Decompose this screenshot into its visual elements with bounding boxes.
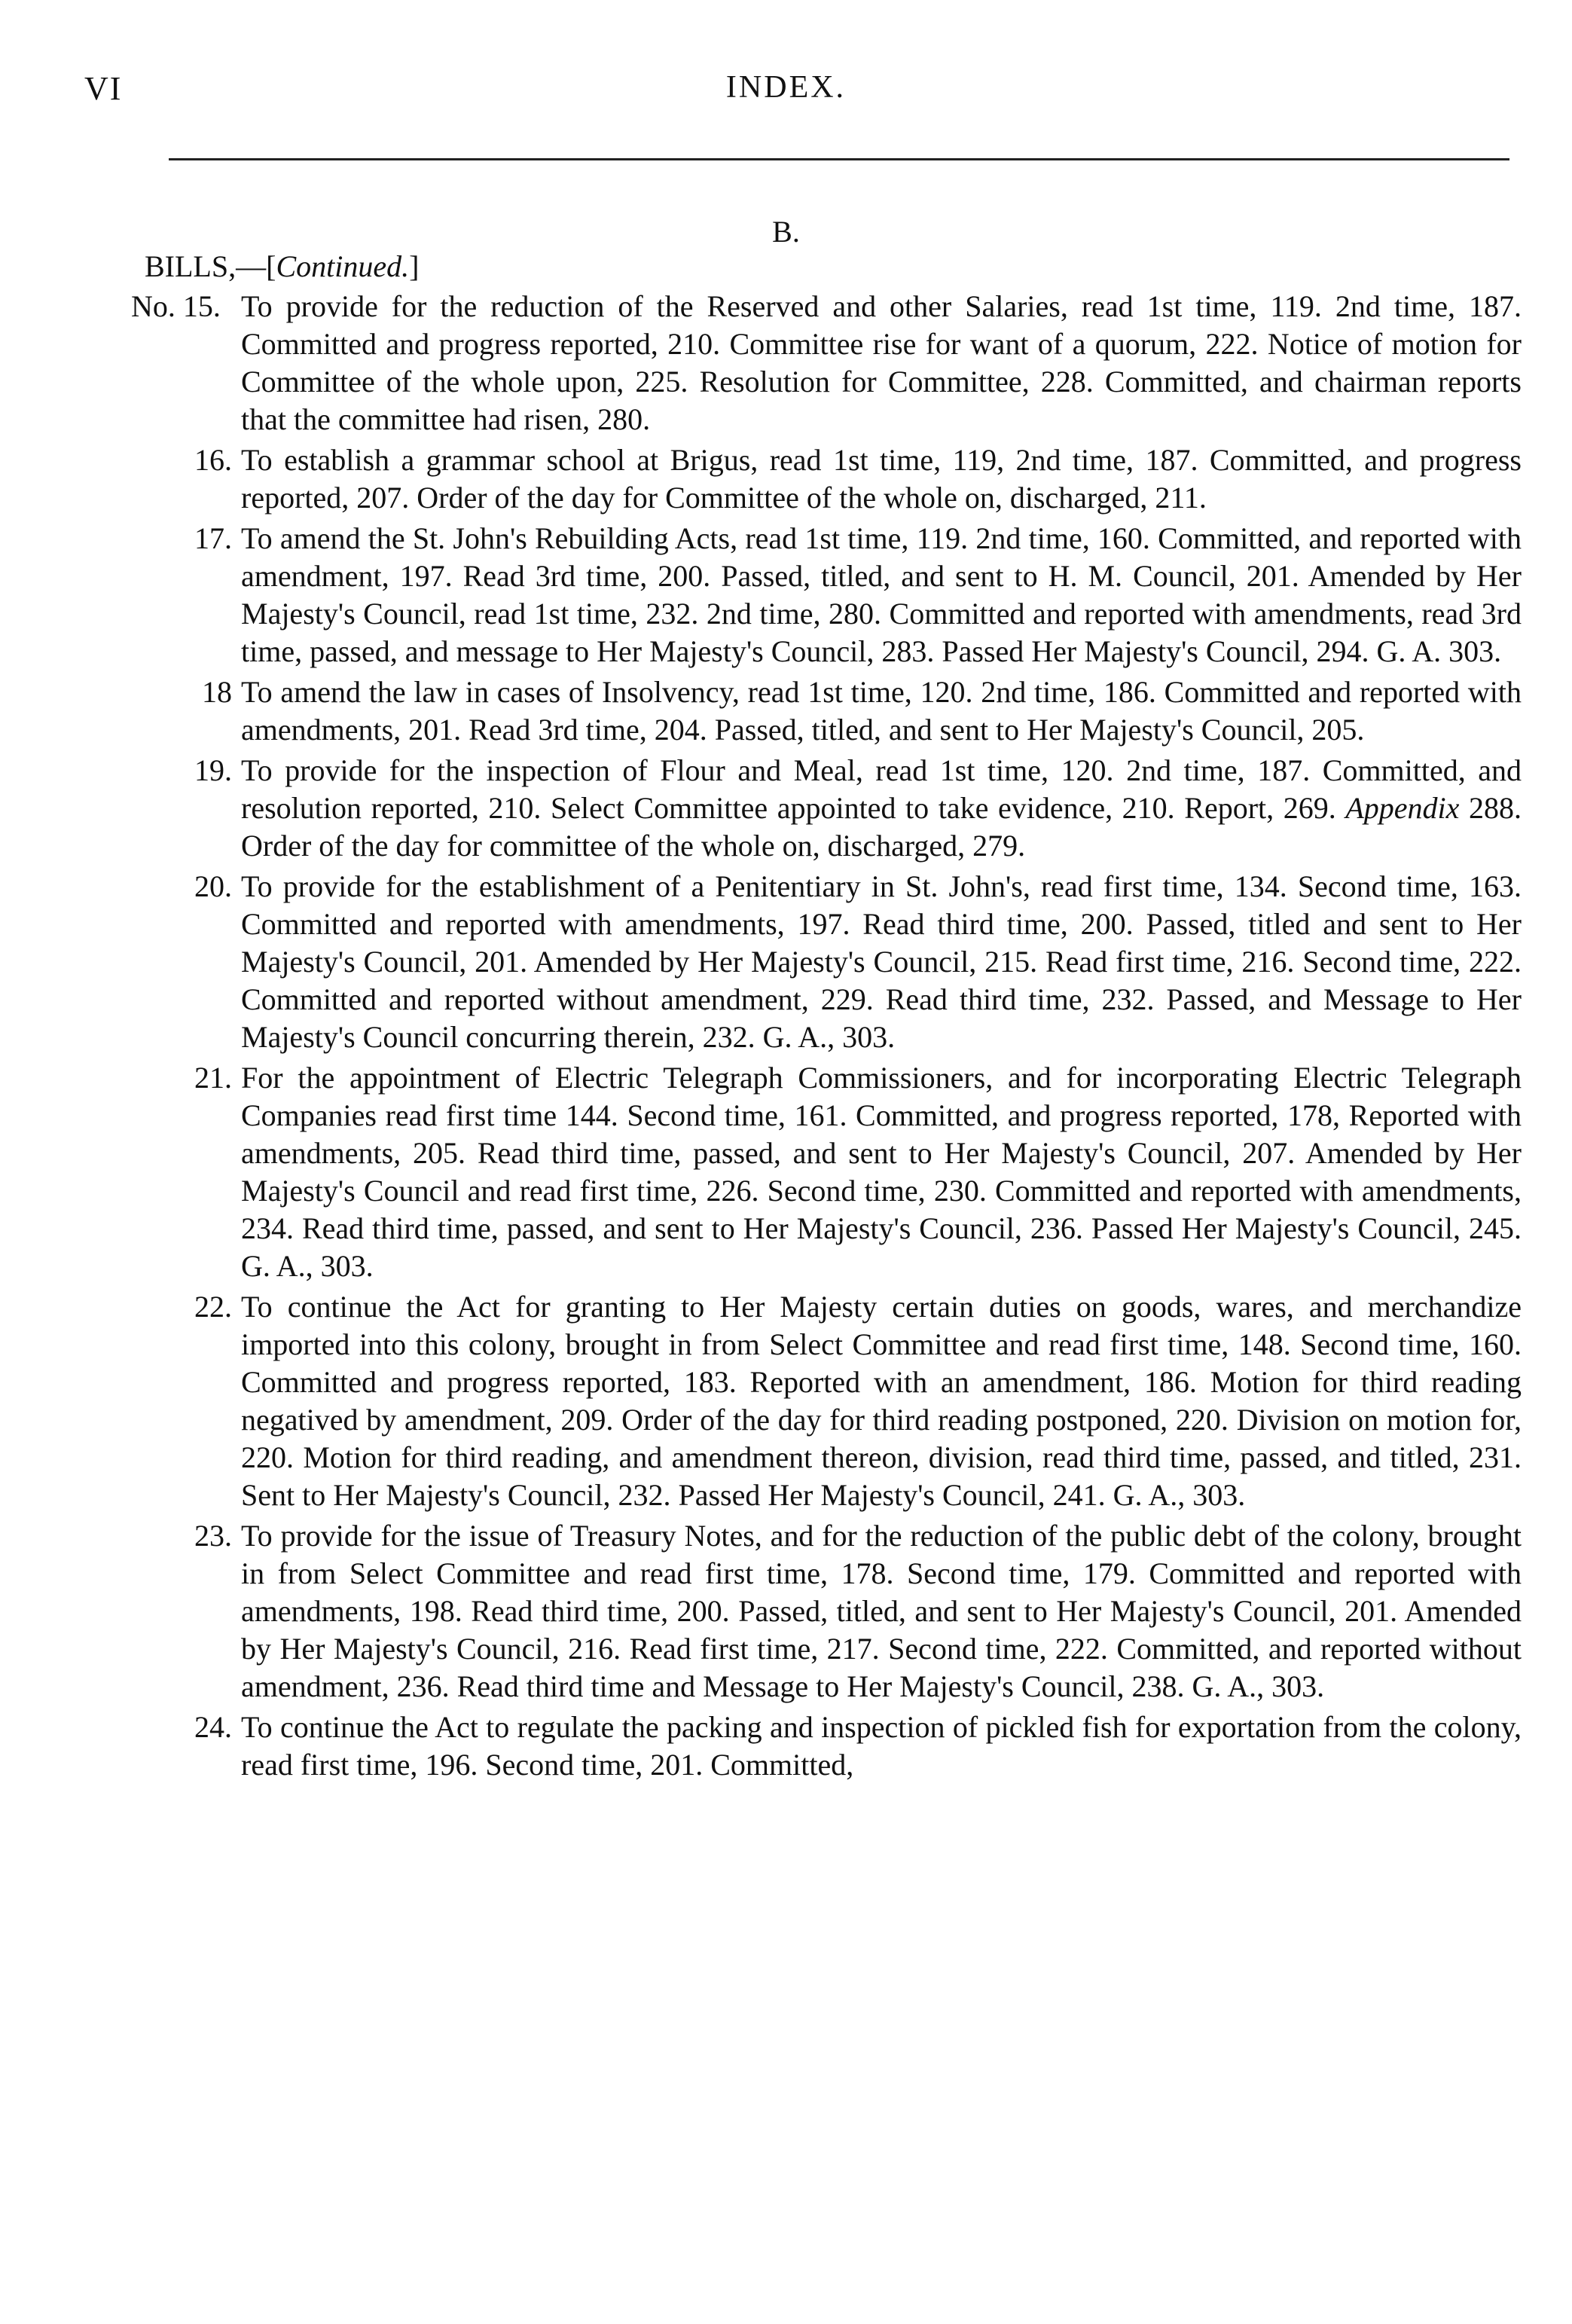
bill-number: 24. <box>194 1710 232 1744</box>
bill-number: 19. <box>194 753 232 787</box>
bill-number: 21. <box>194 1061 232 1095</box>
bill-text: To amend the St. John's Rebuilding Acts, read 1st time, 119. 2nd time, 160. Committed, and reported with amendment, 197. Read 3rd time, 200. Passed, titled, and sent to H. M. Council, 201. Amended by Her Majesty's Council, read 1st time, 232. 2nd time, 280. Committed and reported with amendments, read 3rd time, passed, and message to Her Majesty's Council, 283. Passed Her Majesty's Council, 294. G. A. 303. <box>241 521 1522 668</box>
bill-text: For the appointment of Electric Telegraph Commissioners, and for incorporating Electric Telegraph Companies read first time 144. Second time, 161. Committed, and progress reported, 178, Reported with amendments, 205. Read third time, passed, and sent to Her Majesty's Council, 207. Amended by Her Majesty's Council and read first time, 226. Second time, 230. Committed and reported with amendments, 234. Read third time, passed, and sent to Her Majesty's Council, 236. Passed Her Majesty's Council, 245. G. A., 303. <box>241 1061 1522 1283</box>
section-letter: B. <box>772 215 800 249</box>
bill-number: 22. <box>194 1290 232 1324</box>
bill-text: To provide for the reduction of the Reserved and other Salaries, read 1st time, 119. 2nd time, 187. Committed and progress reported, 210. Committee rise for want of a quorum, 222. Notice of motion for Committee of the whole upon, 225. Resolution for Committee, 228. Committed, and chairman reports that the committee had risen, 280. <box>241 289 1522 436</box>
running-head <box>84 69 1488 115</box>
bill-entry-15 <box>90 288 1522 438</box>
bill-text: To amend the law in cases of Insolvency, read 1st time, 120. 2nd time, 186. Committed and reported with amendments, 201. Read 3rd time, 204. Passed, titled, and sent to Her Majesty's Council, 205. <box>241 675 1522 747</box>
bill-entry-23 <box>90 1517 1522 1706</box>
bill-text: To provide for the establishment of a Penitentiary in St. John's, read first time, 134. Second time, 163. Committed and reported with amendments, 197. Read third time, 200. Passed, titled and sent to Her Majesty's Council, 201. Amended by Her Majesty's Council, 215. Read first time, 216. Second time, 222. Committed and reported without amendment, 229. Read third time, 232. Passed, and Message to Her Majesty's Council concurring therein, 232. G. A., 303. <box>241 869 1522 1054</box>
bill-text <box>241 752 1522 865</box>
section-heading-suffix: ] <box>409 249 420 283</box>
bill-number: 20. <box>194 869 232 903</box>
bill-text: To provide for the issue of Treasury Notes, and for the reduction of the public debt of the colony, brought in from Select Committee and read first time, 178. Second time, 179. Committed and reported with amendments, 198. Read third time, 200. Passed, titled, and sent to Her Majesty's Council, 201. Amended by Her Majesty's Council, 216. Read first time, 217. Second time, 222. Committed, and reported without amendment, 236. Read third time and Message to Her Majesty's Council, 238. G. A., 303. <box>241 1519 1522 1703</box>
bill-text: To continue the Act to regulate the packing and inspection of pickled fish for exportation from the colony, read first time, 196. Second time, 201. Committed, <box>241 1710 1522 1782</box>
bill-entry-20 <box>90 868 1522 1056</box>
section-heading <box>145 249 419 284</box>
bill-entry-19 <box>90 752 1522 865</box>
bill-entry-17 <box>90 520 1522 670</box>
bill-text: To continue the Act for granting to Her Majesty certain duties on goods, wares, and merchandize imported into this colony, brought in from Select Committee and read first time, 148. Second time, 160. Committed and progress reported, 183. Reported with an amendment, 186. Motion for third reading negatived by amendment, 209. Order of the day for third reading postponed, 220. Division on motion for, 220. Motion for third reading, and amendment thereon, division, read third time, passed, and titled, 231. Sent to Her Majesty's Council, 232. Passed Her Majesty's Council, 241. G. A., 303. <box>241 1290 1522 1512</box>
bill-text-part: 288. Order of the day for committee of the whole on, discharged, 279. <box>241 791 1522 863</box>
bill-number: No. 15. <box>131 289 221 323</box>
bill-number: 23. <box>194 1519 232 1553</box>
bill-entry-24 <box>90 1709 1522 1784</box>
bill-number: 17. <box>194 521 232 555</box>
page-folio: VI <box>84 70 123 107</box>
bill-text-part: To provide for the inspection of Flour and Meal, read 1st time, 120. 2nd time, 187. Committed, and resolution reported, 210. Select Committee appointed to take evidence, 210. Report, 269. <box>241 753 1522 825</box>
section-heading-prefix: BILLS,—[ <box>145 249 276 283</box>
bill-entries <box>90 288 1522 1787</box>
bill-number: 16. <box>194 443 232 477</box>
bill-text: To establish a grammar school at Brigus, read 1st time, 119, 2nd time, 187. Committed, and progress reported, 207. Order of the day for Committee of the whole on, discharged, 211. <box>241 443 1522 515</box>
section-heading-continued: Continued. <box>276 249 410 283</box>
bill-entry-22 <box>90 1288 1522 1514</box>
page-title: INDEX. <box>725 70 847 105</box>
bill-number: 18 <box>202 675 232 709</box>
bill-entry-18 <box>90 673 1522 749</box>
bill-entry-21 <box>90 1059 1522 1285</box>
appendix-reference: Appendix <box>1345 791 1460 825</box>
header-rule <box>169 158 1509 160</box>
bill-entry-16 <box>90 441 1522 517</box>
